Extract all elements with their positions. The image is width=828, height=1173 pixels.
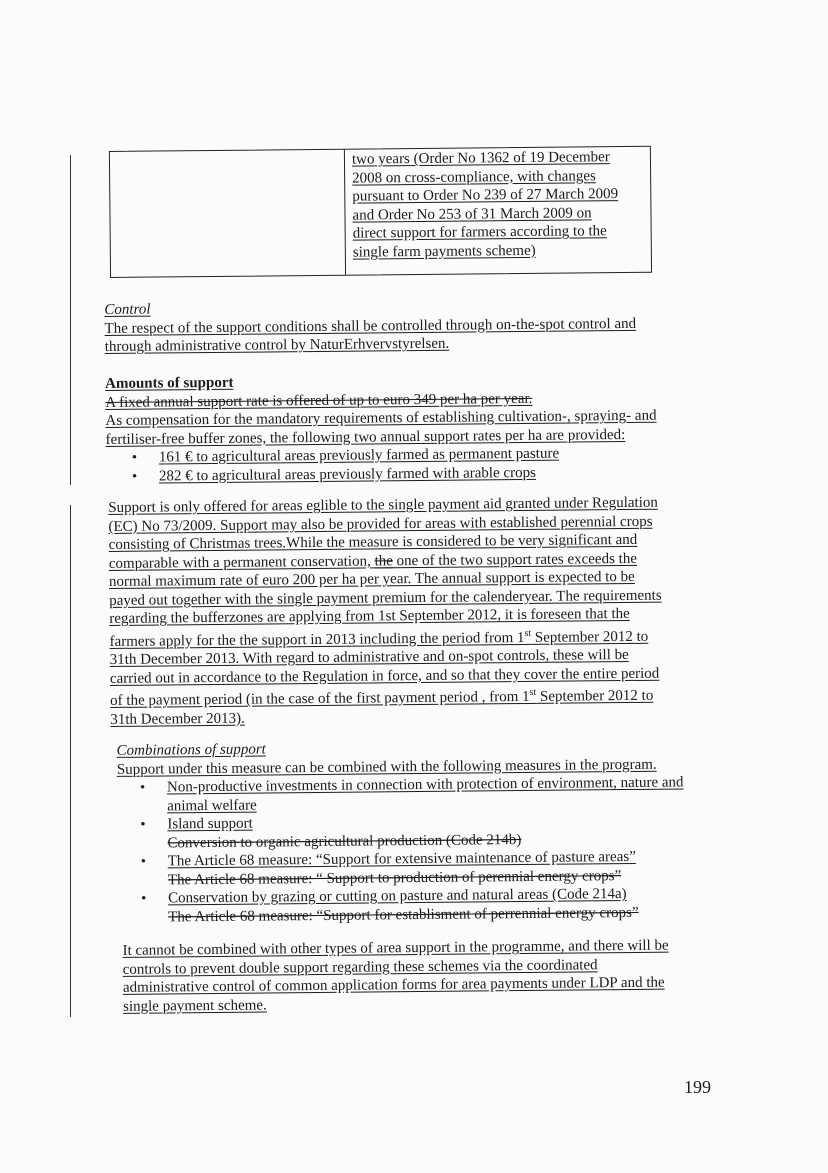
table-line: 2008 on cross-compliance, with changes xyxy=(352,167,596,187)
bullet-text: Island support xyxy=(167,815,253,833)
struck-text: The Article 68 measure: “ Support to production of perennial energy crops” xyxy=(167,867,622,888)
struck-word: the xyxy=(374,552,393,569)
amounts-bullet-list xyxy=(131,444,657,486)
paragraph-line: Support is only offered for areas eglible to the single payment aid granted under Regulation xyxy=(108,494,658,516)
paragraph-line: single payment scheme. xyxy=(123,996,267,1015)
bullet-icon: • xyxy=(140,890,147,907)
table-cell-text xyxy=(352,148,649,262)
combinations-list xyxy=(139,773,685,926)
bullet-icon: • xyxy=(140,816,146,833)
amounts-heading: Amounts of support xyxy=(105,374,234,393)
paragraph-line: normal maximum rate of euro 200 per ha per year. The annual support is expected to be xyxy=(108,568,635,590)
combinations-heading: Combinations of support xyxy=(116,741,266,759)
struck-text: Conversion to organic agricultural production (Code 214b) xyxy=(167,831,522,851)
bullet-icon: • xyxy=(131,449,138,466)
table-line: direct support for farmers according to the xyxy=(352,223,607,242)
page-number: 199 xyxy=(684,1077,711,1097)
table-fragment xyxy=(109,146,652,278)
ordinal-suffix: st xyxy=(524,627,532,639)
control-section xyxy=(104,296,636,357)
bullet-text: animal welfare xyxy=(167,797,257,814)
paragraph-line: (EC) No 73/2009. Support may also be provided for areas with established perennial crops xyxy=(108,513,653,535)
line-text: September 2012 to xyxy=(531,628,649,646)
line-text: farmers apply for the the support in 2013 including the period from 1 xyxy=(109,629,525,650)
line-text: September 2012 to xyxy=(536,687,654,705)
paragraph-line: It cannot be combined with other types of area support in the programme, and there will be xyxy=(122,937,669,959)
bullet-text: The Article 68 measure: “Support for extensive maintenance of pasture areas” xyxy=(167,848,636,870)
amounts-section xyxy=(105,370,657,486)
table-line: two years (Order No 1362 of 19 December xyxy=(351,149,610,168)
table-line: and Order No 253 of 31 March 2009 on xyxy=(352,204,592,224)
list-item xyxy=(131,462,657,485)
table-line: single farm payments scheme) xyxy=(352,242,536,261)
support-paragraph xyxy=(108,494,663,729)
paragraph-line: carried out in accordance to the Regulation in force, and so that they cover the entire period xyxy=(109,665,660,687)
struck-text: The Article 68 measure: “Support for establisment of perrennial energy crops” xyxy=(168,904,639,925)
combinations-intro: Support under this measure can be combined with the following measures in the program. xyxy=(116,756,657,778)
control-heading: Control xyxy=(104,301,151,319)
paragraph-line: consisting of Christmas trees.While the measure is considered to be very significant and xyxy=(108,531,638,553)
line-text: comparable with a permanent conservation, xyxy=(108,552,375,572)
combinations-section xyxy=(117,736,685,926)
paragraph-line: administrative control of common application forms for area payments under LDP and the xyxy=(122,974,665,996)
line-text: one of the two support rates exceeds the xyxy=(392,550,638,569)
bullet-icon: • xyxy=(140,853,147,870)
control-line: through administrative control by NaturErhvervstyrelsen. xyxy=(104,335,450,356)
table-line: pursuant to Order No 239 of 27 March 2009 xyxy=(352,186,619,205)
line-text: of the payment period (in the case of the first payment period , from 1 xyxy=(110,688,530,709)
bullet-icon: • xyxy=(131,468,138,485)
bullet-text: 161 € to agricultural areas previously farmed as permanent pasture xyxy=(158,445,560,466)
bullet-text: Non-productive investments in connection with protection of environment, nature and xyxy=(166,774,684,796)
amounts-line: As compensation for the mandatory requirements of establishing cultivation-, spraying- and xyxy=(105,407,657,430)
control-line: The respect of the support conditions shall be controlled through on-the-spot control and xyxy=(104,315,637,337)
amounts-struck-line: A fixed annual support rate is offered of up to euro 349 per ha per year. xyxy=(105,390,533,411)
table-column-divider xyxy=(344,150,346,275)
bullet-text: 282 € to agricultural areas previously farmed with arable crops xyxy=(158,464,537,485)
paragraph-line: 31th December 2013. With regard to administrative and on-spot controls, these will be xyxy=(109,647,629,668)
ordinal-suffix: st xyxy=(529,686,537,698)
paragraph-line: controls to prevent double support regarding these schemes via the coordinated xyxy=(122,956,598,978)
bullet-icon: • xyxy=(139,779,146,796)
amounts-line: fertiliser-free buffer zones, the following two annual support rates per ha are provided: xyxy=(105,426,626,448)
paragraph-line: regarding the bufferzones are applying from 1st September 2012, it is foreseen that the xyxy=(109,605,630,627)
struck-list-item xyxy=(143,903,685,927)
bullet-text: Conservation by grazing or cutting on pasture and natural areas (Code 214a) xyxy=(167,886,627,907)
closing-paragraph xyxy=(122,937,669,1016)
paragraph-line: payed out together with the single payment premium for the calenderyear. The requirements xyxy=(109,587,662,609)
paragraph-line: 31th December 2013). xyxy=(110,710,245,728)
